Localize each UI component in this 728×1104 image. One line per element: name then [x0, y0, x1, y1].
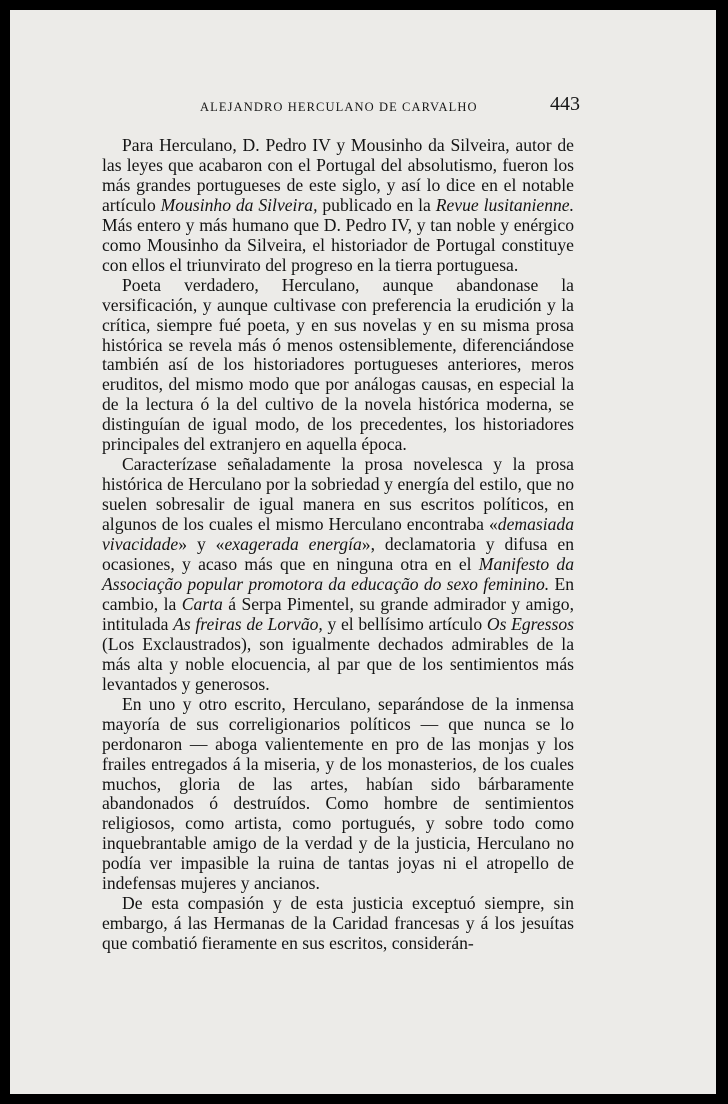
paragraph	[102, 455, 574, 694]
text-run: » y «	[178, 534, 225, 555]
italic-title: exagerada energía	[224, 534, 362, 555]
page-number: 443	[550, 93, 580, 115]
italic-title: Os Egressos	[486, 613, 574, 634]
text-run: publicado en la	[317, 194, 436, 215]
text-run: y el bellísimo artículo	[322, 613, 487, 634]
italic-title: Carta	[181, 593, 223, 614]
text-run: Para Herculano, D. Pedro IV y Mousinho da Silveira, autor de las leyes que acabaron con el Portugal del absolutismo, fueron los más grandes portugueses de este siglo, y así lo dice en el notable artículo	[102, 135, 574, 215]
running-head: ALEJANDRO HERCULANO DE CARVALHO	[200, 100, 478, 114]
italic-title: Mousinho da Silveira,	[160, 194, 318, 215]
text-run: Poeta verdadero, Herculano, aunque abandonase la versificación, y aunque cultivase con preferencia la erudición y la crítica, siempre fué poeta, y en sus novelas y en su misma prosa histórica se revela más ó menos ostensiblemente, diferenciándose también así de los historiadores portugueses anteriores, meros eruditos, del mismo modo que por análogas causas, en especial la de la lectura ó la del cultivo de la novela histórica moderna, se distinguían de igual modo, de los precedentes, los historiadores principales del extranjero en aquella época.	[102, 274, 574, 455]
paragraph	[102, 136, 574, 276]
italic-title: Revue lusitanienne.	[435, 194, 574, 215]
italic-title: demasiada vivacidade	[102, 514, 574, 555]
text-run: Más entero y más humano que D. Pedro IV, y tan noble y enérgico como Mousinho da Silveira, el historiador de Portugal constituye con ellos el triunvirato del progreso en la tierra portuguesa.	[102, 214, 574, 275]
italic-title: Manifesto da Associação popular promotora da educação do sexo feminino.	[102, 554, 575, 594]
paragraph	[102, 894, 574, 954]
paragraph	[102, 276, 574, 456]
text-run: En uno y otro escrito, Herculano, separándose de la inmensa mayoría de sus correligionarios políticos — que nunca se lo perdonaron — aboga valientemente en pro de las monjas y los frailes entregados á la miseria, y de los monasterios, de los cuales muchos, gloria de las artes, habían sido bárbaramente abandonados ó destruídos. Como hombre de sentimientos religiosos, como artista, como portugués, y sobre todo como inquebrantable amigo de la verdad y de la justicia, Herculano no podía ver impasible la ruina de tantas joyas ni el atropello de indefensas mujeres y ancianos.	[102, 693, 574, 894]
text-run: á Serpa Pimentel, su grande admirador y amigo, intitulada	[102, 593, 574, 634]
book-page	[10, 10, 716, 1094]
text-run: Caracterízase señaladamente la prosa novelesca y la prosa histórica de Herculano por la sobriedad y energía del estilo, que no suelen sobresalir de igual manera en sus escritos políticos, en algunos de los cuales el mismo Herculano encontraba «	[102, 454, 574, 535]
text-run: En cambio, la	[102, 573, 574, 614]
text-run: (Los Exclaustrados), son igualmente dechados admirables de la más alta y noble elocuencia, al par que de los sentimientos más levantados y generosos.	[102, 633, 574, 694]
body-text	[102, 136, 574, 954]
paragraph	[102, 695, 574, 895]
text-run: », declamatoria y difusa en ocasiones, y acaso más que en ninguna otra en el	[102, 534, 574, 575]
text-run: De esta compasión y de esta justicia exceptuó siempre, sin embargo, á las Hermanas de la Caridad francesas y á los jesuítas que combatió fieramente en sus escritos, considerán-	[102, 893, 574, 954]
italic-title: As freiras de Lorvão,	[173, 613, 323, 634]
